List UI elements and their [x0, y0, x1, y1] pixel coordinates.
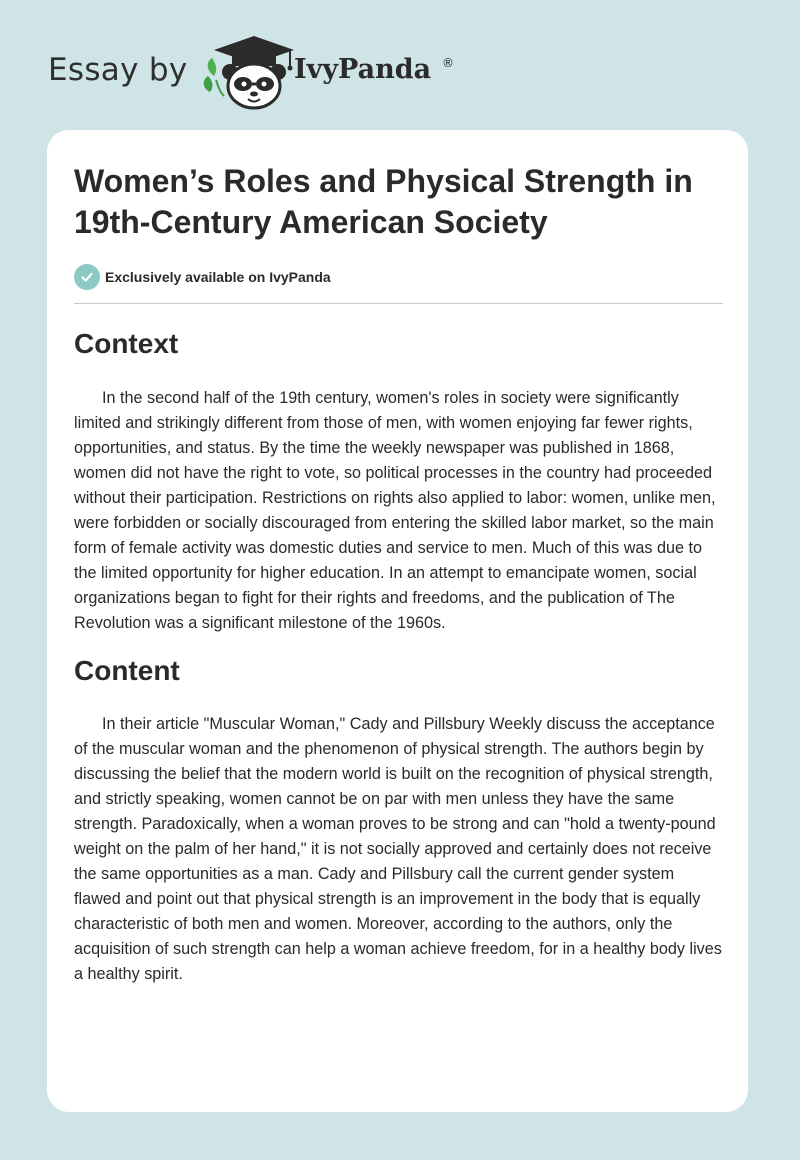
badge-text: Exclusively available on IvyPanda [105, 269, 331, 285]
section-heading-context: Context [74, 328, 179, 359]
essay-title: Women’s Roles and Physical Strength in 19th-Century American Society [74, 163, 693, 240]
essay-card [47, 130, 748, 1112]
registered-mark: ® [442, 56, 454, 70]
ivypanda-logo-icon [202, 34, 298, 110]
brand-header [48, 34, 468, 110]
exclusive-badge [74, 264, 331, 290]
section-paragraph-content: In their article "Muscular Woman," Cady and Pillsbury Weekly discuss the acceptance of the muscular woman and the phenomenon of physical strength. The authors begin by discussing the belief that the modern world is built on the recognition of physical strength, and strictly speaking, women cannot be on par with men unless they have the same strength. Paradoxically, when a woman proves to be strong and can "hold a twenty-pound weight on the palm of her hand," it is not socially approved and certainly does not receive the same opportunities as a man. Cady and Pillsbury call the current gender system flawed and point out that physical strength is an improvement in the body that is equally characteristic of both men and women. Moreover, according to the authors, only the acquisition of such strength can help a woman achieve freedom, for in a healthy body lives a healthy spirit. [74, 715, 722, 983]
section-heading-content: Content [74, 655, 180, 686]
check-icon [74, 264, 100, 290]
brand-name: IvyPanda [294, 54, 432, 85]
section-paragraph-context: In the second half of the 19th century, women's roles in society were significantly limited and strikingly different from those of men, with women enjoying far fewer rights, opportunities, and status. By the time the weekly newspaper was published in 1868, women did not have the right to vote, so political processes in the country had proceeded without their participation. Restrictions on rights also applied to labor: women, unlike men, were forbidden or socially discouraged from entering the skilled labor market, so the main form of female activity was domestic duties and service to men. Much of this was due to the limited opportunity for higher education. In an attempt to emancipate women, social organizations began to fight for their rights and freedoms, and the publication of The Revolution was a significant milestone of the 1960s. [74, 389, 716, 632]
brand-prefix: Essay by [48, 52, 188, 88]
divider [74, 303, 723, 304]
